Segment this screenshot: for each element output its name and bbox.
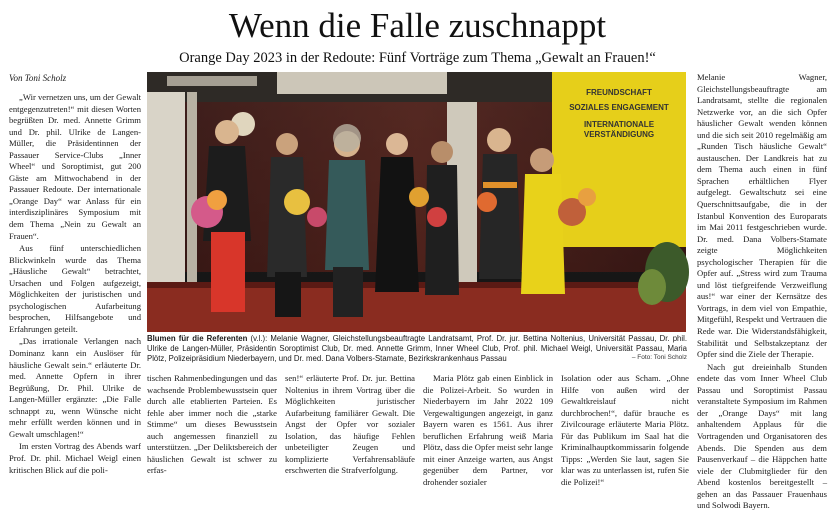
caption-lead: Blumen für die Referenten [147, 334, 248, 343]
photo-caption [147, 334, 687, 365]
column-6 [697, 72, 827, 511]
paragraph: tischen Rahmenbedingungen und das wachsende Problembewusstsein quer durch alle etablierten Parteien. Es fehle aber immer noch die „starke Stimme“ um dieses Bewusstsein auch angemessen finanziell zu unterstützen. „Der Deliktsbereich der häuslichen Gewalt ist schwer zu erfas- [147, 373, 277, 476]
paragraph: Im ersten Vortrag des Abends warf Prof. Dr. phil. Michael Weigl einen kritischen Blick auf die poli- [9, 441, 141, 475]
paragraph: Melanie Wagner, Gleichstellungsbeauftragte am Landratsamt, stellte die regionalen Netzwerke vor, an die sich Opfer häuslicher Gewalt wenden können und die sich seit 2010 regelmäßig am „Runden Tisch häusliche Gewalt“ austauschen. Der Landkreis hat zu dem Thema auch einen in fünf Sprachen erhältlichen Flyer aufgelegt. Gewaltschutz sei eine Querschnittsaufgabe, die in der Istanbul Konvention des Europarats im Mai 2011 festgeschrieben wurde. Dr. med. Dana Volbers-Stamate zeigte Möglichkeiten psychologischer Therapien für die Opfer auf. „Stress wird zum Trauma und löst tiefgreifende Verzweiflung aus!“ war einer der Kernsätze des Vortrags, in dem viel von Empathie, Mitgefühl, Respekt und Vertrauen die Rede war. Die Widerstandsfähigkeit, Stabilität und Selbstakzeptanz der Opfer sind die Ziele der Therapie. [697, 72, 827, 360]
banner-line: FREUNDSCHAFT [586, 88, 652, 97]
paragraph: Maria Plötz gab einen Einblick in die Polizei-Arbeit. So wurden in Niederbayern im Jahr 2022 109 Vergewaltigungen angezeigt, in ganz Bayern waren es 1561. Aus ihrer beruflichen Erfahrung weiß Maria Plötz, dass die Opfer meist sehr lange mit einer Anzeige warten, aus Angst gegenüber dem Partner, vor drohender sozialer [423, 373, 553, 487]
photo-illustration [147, 72, 686, 332]
paragraph: sen!“ erläuterte Prof. Dr. jur. Bettina Noltenius in ihrem Vortrag über die Möglichkeiten juristischer Aufarbeitung familiärer Gewalt. Die Angst der Opfer vor sozialer Isolation, das häufige Fehlen unbeteiligter Zeugen und komplizierte Verfahrensabläufe erschwerten die Strafverfolgung. [285, 373, 415, 476]
column-1 [9, 92, 141, 477]
column-3 [285, 373, 415, 477]
headline: Wenn die Falle zuschnappt [228, 6, 607, 45]
subheadline: Orange Day 2023 in der Redoute: Fünf Vorträge zum Thema „Gewalt an Frauen!“ [179, 50, 656, 66]
paragraph: „Das irrationale Verlangen nach Dominanz kann ein Auslöser für häusliche Gewalt sein.“ erläuterte Dr. med. Annette Opfern in ihrer Begrüßung, Dr. Phil. Ulrike de Langen-Müller ergänzte: „Die Falle schnappt zu, wenn Wünsche nicht mehr erfüllt werden können und in Gewalt umschlagen!“ [9, 336, 141, 439]
paragraph: Aus fünf unterschiedlichen Blickwinkeln wurde das Thema „Häusliche Gewalt“ betrachtet, Ursachen und Folgen aufgezeigt, Möglichkeiten der juristischen und psychologischen Aufarbeitung besprochen, Hilfsangebote und Erfahrungen geteilt. [9, 243, 141, 334]
event-photo [147, 72, 686, 332]
banner-line: INTERNATIONALE [583, 120, 655, 129]
paragraph: „Wir vernetzen uns, um der Gewalt entgegenzutreten!“ mit diesen Worten begrüßten Dr. med. Annette Grimm und Dr. phil. Ulrike de Langen-Müller, die Präsidentinnen der Passauer Service-Clubs „Inner Wheel“ und Soroptimist, gut 200 Gäste am Mittwochabend in der Passauer Redoute. Der internationale „Orange Day“ war Anlass für ein interdisziplinäres Symposium mit dem Thema „Nein zu Gewalt an Frauen“. [9, 92, 141, 241]
photo-credit: – Foto: Toni Scholz [631, 354, 687, 361]
byline: Von Toni Scholz [9, 73, 67, 83]
banner-line: VERSTÄNDIGUNG [583, 130, 655, 139]
banner-line: SOZIALES ENGAGEMENT [569, 103, 669, 112]
caption-text: (v.l.): Melanie Wagner, Gleichstellungsbeauftragte Landratsamt, Prof. Dr. jur. Bettina Noltenius, Universität Passau, Dr. phil. Ulrike de Langen-Müller, Präsidentin Soroptimist Club, Dr. med. Annette Grimm, Inner Wheel Club, Prof. phil. Michael Weigl, Universität Passau, Maria Plötz, Polizeipräsidium Niederbayern, und Dr. med. Dana Volbers-Stamate, Bezirkskrankenhaus Passau [147, 334, 687, 364]
paragraph: Isolation oder aus Scham. „Ohne Hilfe von außen wird der Gewaltkreislauf nicht durchbrochen!“, dafür brauche es Zivilcourage erläuterte Maria Plötz. Für das Publikum im Saal hat die Kriminalhauptkommissarin folgende Tipps: „Werden Sie laut, sagen Sie klar was zu unterlassen ist, rufen Sie die Polizei!“ [561, 373, 689, 487]
column-4 [423, 373, 553, 487]
column-5 [561, 373, 689, 487]
paragraph: Nach gut dreieinhalb Stunden endete das vom Inner Wheel Club Passau und Soroptimist Passau veranstaltete Symposium im Rahmen der „Orange Days“ mit lang anhaltendem Applaus für die Vortragenden und Organisatoren des Abends. Die Spenden aus dem Pausenverkauf – die Häppchen hatte viele der Clubmitglieder für den Abend kostenlos bereitgestellt – gehen an das Passauer Frauenhaus und Solwodi Bayern. [697, 361, 827, 511]
column-2 [147, 373, 277, 477]
